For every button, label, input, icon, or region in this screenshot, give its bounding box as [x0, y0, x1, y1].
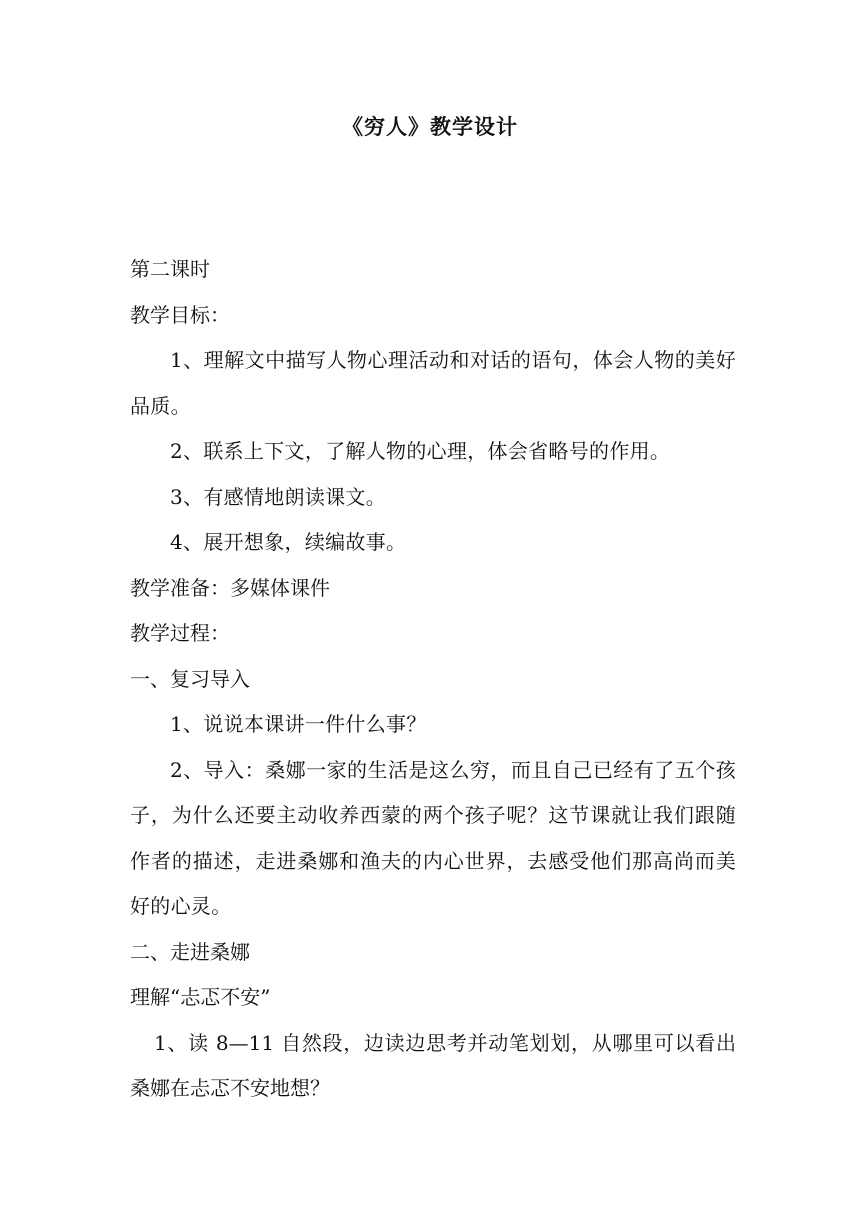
section-heading-review: 一、复习导入: [130, 666, 250, 691]
preparation-line: 教学准备：多媒体课件: [130, 575, 330, 600]
goals-heading: 教学目标：: [130, 302, 230, 327]
section-heading-sangna: 二、走进桑娜: [130, 939, 250, 964]
document-title: 《穷人》教学设计: [342, 114, 518, 139]
lesson-label: 第二课时: [130, 257, 210, 281]
goal-item-3: 3、有感情地朗读课文。: [170, 484, 387, 509]
review-item-1: 1、说说本课讲一件什么事？: [170, 712, 427, 736]
review-item-2: 2、导入：桑娜一家的生活是这么穷，而且自己已经有了五个孩子，为什么还要主动收养西蒙的两个孩子呢？这节课就让我们跟随作者的描述，走进桑娜和渔夫的内心世界，去感受他们那高尚而美好的心灵。: [130, 757, 736, 918]
goal-item-4: 4、展开想象，续编故事。: [170, 530, 407, 554]
subheading-understand: 理解“忐忑不安”: [130, 985, 271, 1009]
sangna-item-1: 1、读 8—11 自然段，边读边思考并动笔划划，从哪里可以看出桑娜在忐忑不安地想？: [130, 1030, 736, 1100]
process-heading: 教学过程：: [130, 621, 230, 645]
goal-item-1: 1、理解文中描写人物心理活动和对话的语句，体会人物的美好品质。: [130, 348, 736, 418]
document-body: [130, 247, 736, 1112]
goal-item-2: 2、联系上下文，了解人物的心理，体会省略号的作用。: [170, 439, 671, 463]
